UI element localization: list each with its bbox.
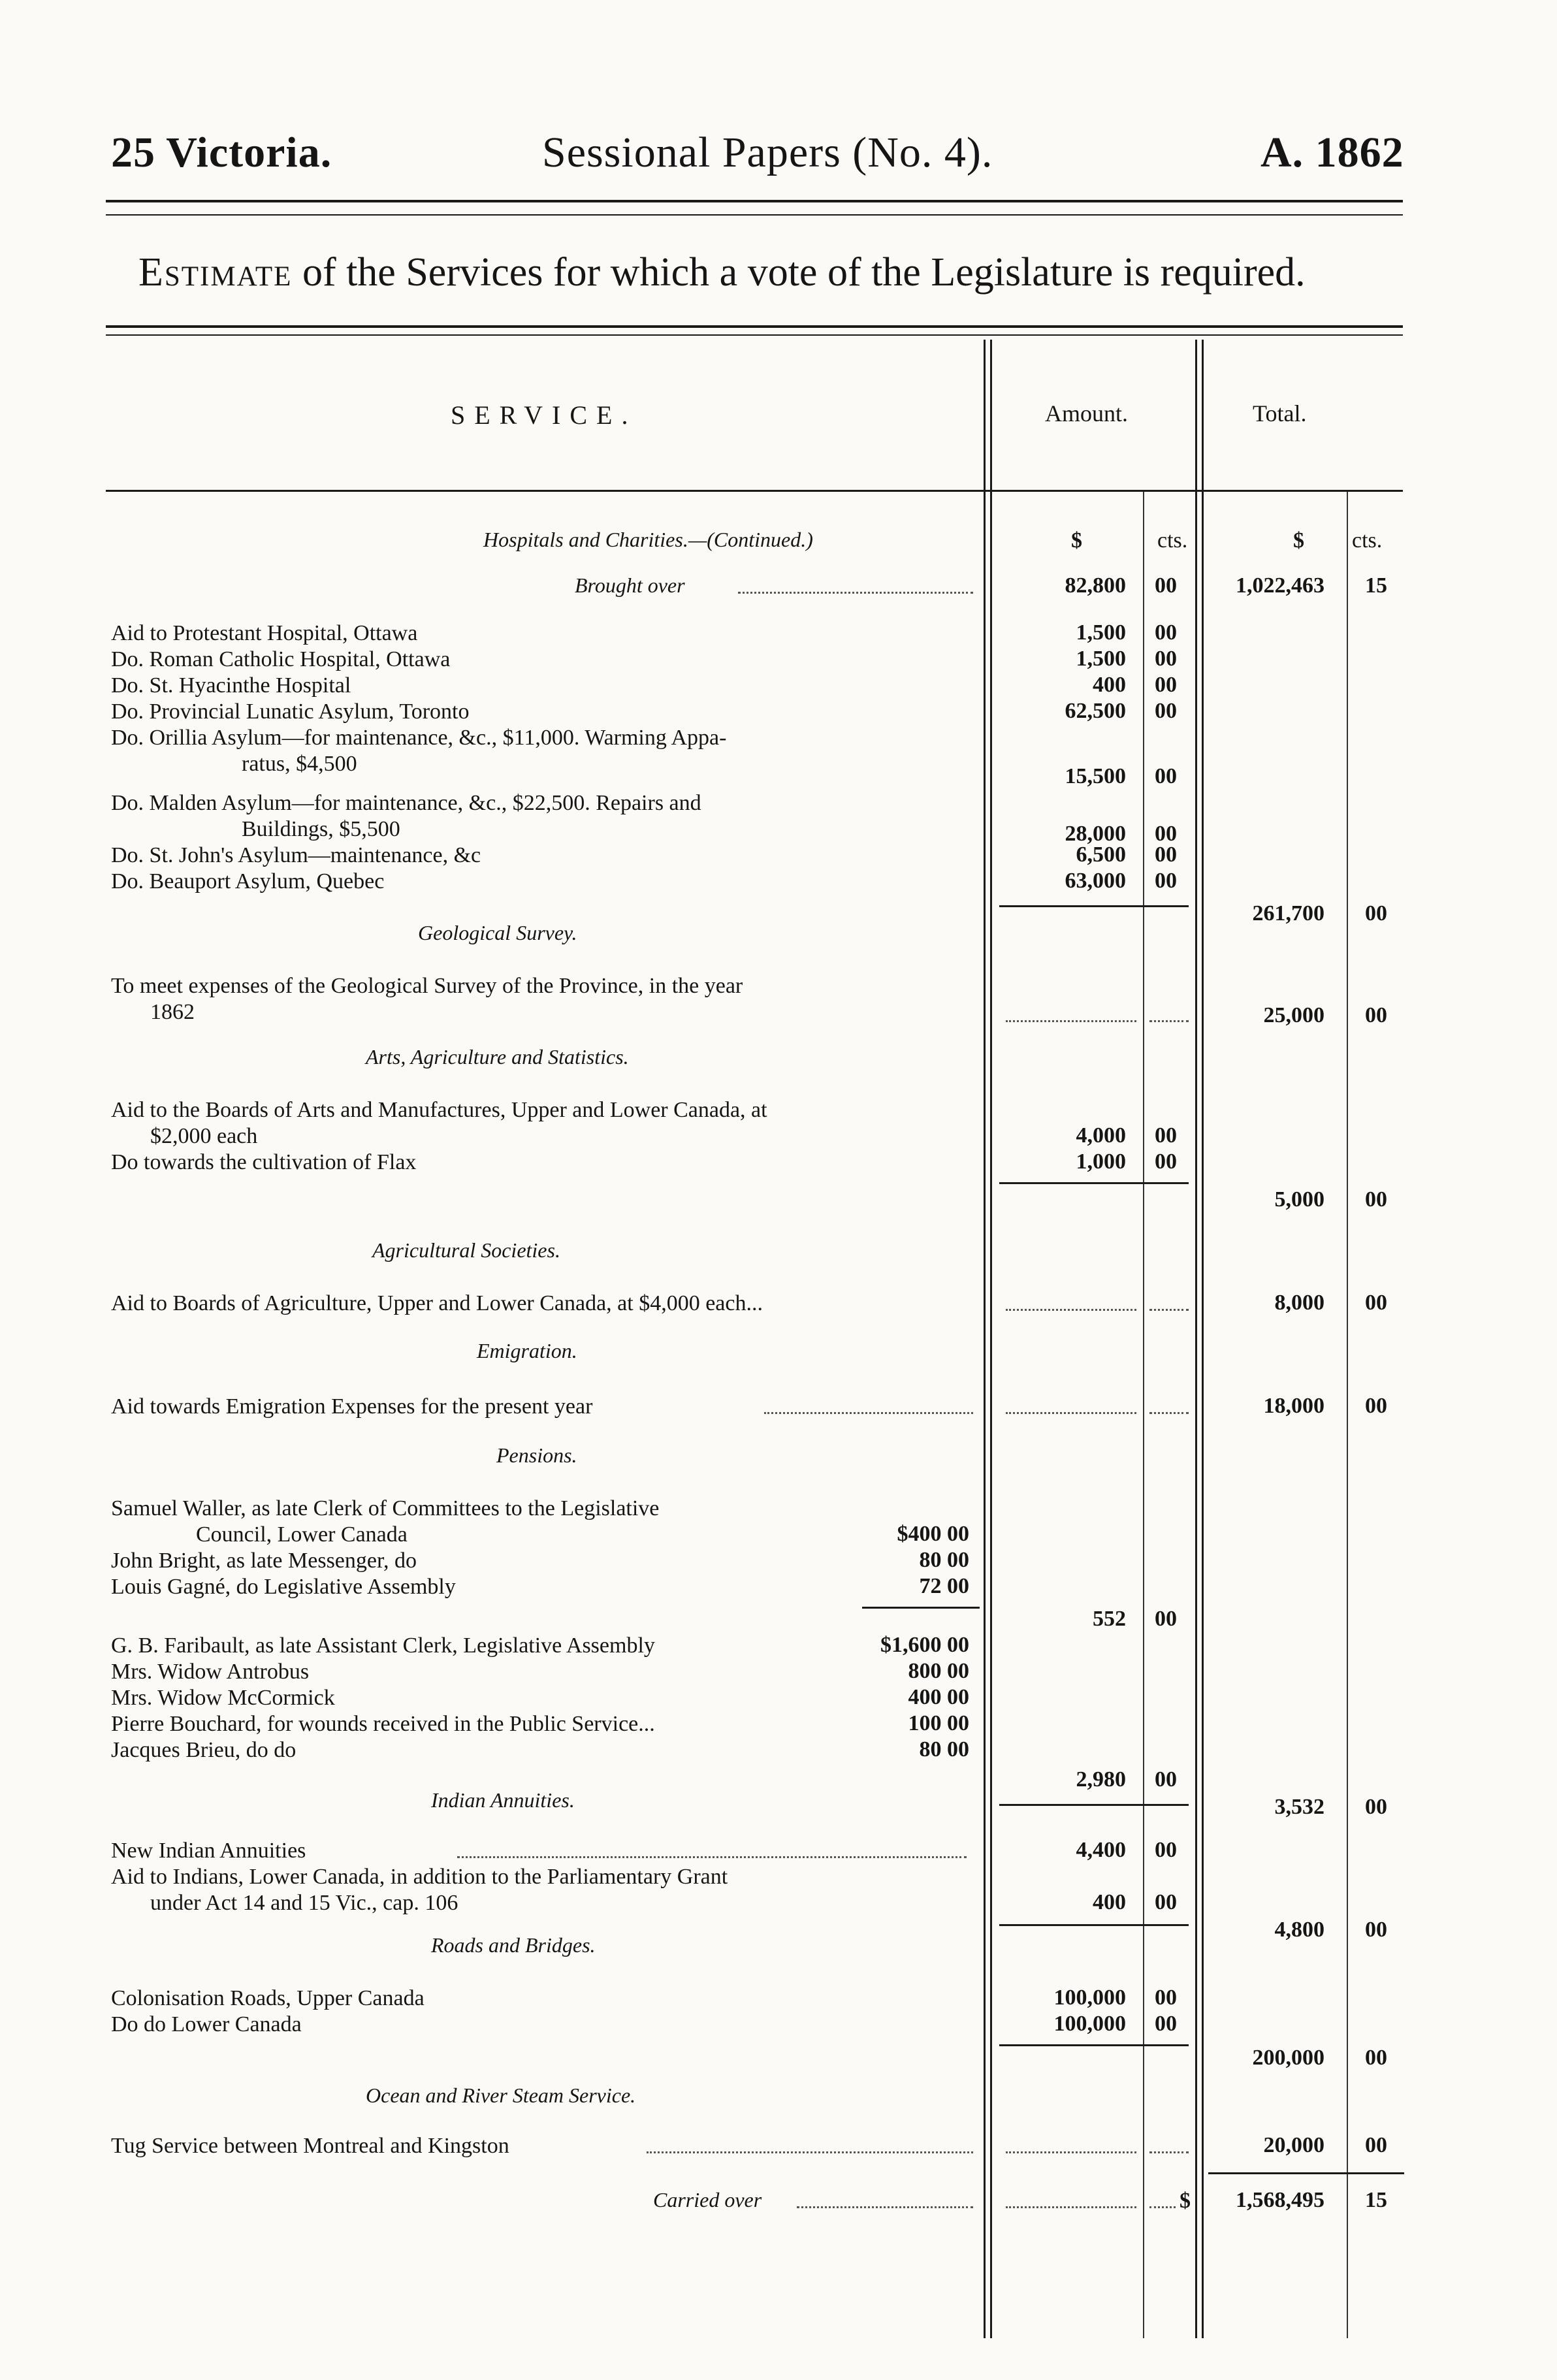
brought-over-amount-cts: 00 xyxy=(1155,573,1177,598)
caption-rest: of the Services for which a vote of the Legislature is required. xyxy=(302,250,1306,295)
column-header-service: SERVICE. xyxy=(451,400,637,430)
geological-total-cts: 00 xyxy=(1365,1003,1387,1027)
hospital-row-cts: 00 xyxy=(1155,647,1177,671)
indian-row-label-continued: under Act 14 and 15 Vic., cap. 106 xyxy=(150,1891,458,1915)
section-title-steam: Ocean and River Steam Service. xyxy=(366,2083,636,2107)
hospital-row-label: Aid to Protestant Hospital, Ottawa xyxy=(111,621,418,645)
hospital-row-cts: 00 xyxy=(1155,822,1177,846)
steam-total-cts: 00 xyxy=(1365,2133,1387,2157)
pension-label-continued: Council, Lower Canada xyxy=(196,1522,408,1547)
roads-row-cts: 00 xyxy=(1155,1986,1177,2010)
emigration-total: 18,000 xyxy=(1263,1394,1324,1418)
hospital-row-amount: 1,500 xyxy=(1076,647,1126,671)
pensions-total: 3,532 xyxy=(1274,1795,1324,1819)
carried-over-total: 1,568,495 xyxy=(1236,2188,1324,2212)
pension-label: G. B. Faribault, as late Assistant Clerk, Legislative Assembly xyxy=(111,1633,655,1658)
arts-row-label: Do towards the cultivation of Flax xyxy=(111,1150,417,1174)
column-divider-total-left-2 xyxy=(1202,340,1204,2338)
leader-dots xyxy=(1149,1309,1189,1311)
subtotal-rule xyxy=(999,2044,1189,2046)
caption-rule-top xyxy=(106,325,1403,328)
pension-value: 400 00 xyxy=(908,1685,969,1709)
roads-row-label: Do do Lower Canada xyxy=(111,2012,302,2036)
leader-dots xyxy=(457,1856,967,1858)
section-title-hospitals: Hospitals and Charities.—(Continued.) xyxy=(483,528,813,551)
hospital-row-amount: 1,500 xyxy=(1076,620,1126,645)
leader-dots xyxy=(1006,1020,1136,1022)
indian-row-amount: 400 xyxy=(1093,1890,1126,1914)
leader-dots xyxy=(1149,2151,1189,2153)
roads-row-cts: 00 xyxy=(1155,2012,1177,2036)
column-divider-total-left xyxy=(1195,340,1197,2338)
subtotal-rule xyxy=(862,1607,980,1609)
pension-value: 80 00 xyxy=(919,1737,969,1761)
hospital-row-amount: 6,500 xyxy=(1076,843,1126,867)
section-title-pensions: Pensions. xyxy=(496,1443,577,1467)
total-dollar-sign: $ xyxy=(1293,528,1304,553)
pension-label: Pierre Bouchard, for wounds received in the Public Service... xyxy=(111,1712,655,1736)
leader-dots xyxy=(1149,2206,1176,2208)
geological-total: 25,000 xyxy=(1263,1003,1324,1027)
pension-label: Louis Gagné, do Legislative Assembly xyxy=(111,1575,456,1599)
hospital-row-label-continued: ratus, $4,500 xyxy=(242,752,357,776)
brought-over-total-cts: 15 xyxy=(1365,573,1387,598)
column-header-total: Total. xyxy=(1253,400,1307,426)
leader-dots xyxy=(1006,2151,1136,2153)
roads-row-amount: 100,000 xyxy=(1053,2012,1126,2036)
geological-label: To meet expenses of the Geological Survey of the Province, in the year xyxy=(111,974,743,998)
hospital-row-cts: 00 xyxy=(1155,843,1177,867)
pension-value: 80 00 xyxy=(919,1548,969,1572)
emigration-label: Aid towards Emigration Expenses for the present year xyxy=(111,1394,593,1419)
amount-dollar-sign: $ xyxy=(1071,528,1082,553)
emigration-total-cts: 00 xyxy=(1365,1394,1387,1418)
roads-total-cts: 00 xyxy=(1365,2046,1387,2070)
table-caption xyxy=(138,249,1306,296)
leader-dots xyxy=(1006,2206,1136,2208)
hospitals-total: 261,700 xyxy=(1252,901,1324,925)
pensions-group1-cts: 00 xyxy=(1155,1607,1177,1631)
arts-row-label: Aid to the Boards of Arts and Manufactures, Upper and Lower Canada, at xyxy=(111,1098,767,1122)
agri-soc-label: Aid to Boards of Agriculture, Upper and Lower Canada, at $4,000 each... xyxy=(111,1291,763,1315)
pension-label: John Bright, as late Messenger, do xyxy=(111,1549,417,1573)
arts-row-amount: 4,000 xyxy=(1076,1123,1126,1148)
pensions-total-cts: 00 xyxy=(1365,1795,1387,1819)
hospital-row-cts: 00 xyxy=(1155,699,1177,723)
pension-label: Mrs. Widow McCormick xyxy=(111,1686,335,1710)
pension-value: $400 00 xyxy=(897,1522,969,1546)
indian-row-label: New Indian Annuities xyxy=(111,1839,306,1863)
carried-over-total-cts: 15 xyxy=(1365,2188,1387,2212)
pensions-group2-cts: 00 xyxy=(1155,1767,1177,1792)
indian-total: 4,800 xyxy=(1274,1918,1324,1942)
leader-dots xyxy=(1006,1309,1136,1311)
column-divider-total-cts xyxy=(1347,490,1348,2338)
hospital-row-cts: 00 xyxy=(1155,764,1177,788)
section-title-geological: Geological Survey. xyxy=(418,921,577,944)
agri-soc-total-cts: 00 xyxy=(1365,1291,1387,1315)
indian-row-cts: 00 xyxy=(1155,1890,1177,1914)
arts-row-cts: 00 xyxy=(1155,1123,1177,1148)
brought-over-label: Brought over xyxy=(575,573,685,597)
subtotal-rule xyxy=(999,1924,1189,1926)
section-title-arts: Arts, Agriculture and Statistics. xyxy=(366,1045,629,1069)
hospital-row-cts: 00 xyxy=(1155,620,1177,645)
hospitals-total-cts: 00 xyxy=(1365,901,1387,925)
arts-total-cts: 00 xyxy=(1365,1187,1387,1212)
leader-dots xyxy=(1149,1412,1189,1414)
pension-label: Mrs. Widow Antrobus xyxy=(111,1660,310,1684)
leader-dots xyxy=(738,592,973,594)
leader-dots xyxy=(647,2151,973,2153)
agri-soc-total: 8,000 xyxy=(1274,1291,1324,1315)
indian-row-amount: 4,400 xyxy=(1076,1838,1126,1862)
arts-row-label-continued: $2,000 each xyxy=(150,1124,258,1148)
column-header-amount: Amount. xyxy=(1045,400,1129,426)
leader-dots xyxy=(1149,1020,1189,1022)
roads-row-label: Colonisation Roads, Upper Canada xyxy=(111,1986,425,2010)
leader-dots xyxy=(1006,1412,1136,1414)
subtotal-rule xyxy=(999,1182,1189,1184)
arts-total: 5,000 xyxy=(1274,1187,1324,1212)
header-rule-top xyxy=(106,200,1403,202)
indian-total-cts: 00 xyxy=(1365,1918,1387,1942)
subtotal-rule xyxy=(999,905,1189,907)
roads-row-amount: 100,000 xyxy=(1053,1986,1126,2010)
pension-label: Jacques Brieu, do do xyxy=(111,1738,297,1762)
pension-value: $1,600 00 xyxy=(880,1633,969,1657)
column-header-rule xyxy=(106,490,1403,492)
pensions-group2-amount: 2,980 xyxy=(1076,1767,1126,1792)
hospital-row-label: Do. Beauport Asylum, Quebec xyxy=(111,869,385,893)
geological-label-continued: 1862 xyxy=(150,1000,195,1024)
section-title-emigration: Emigration. xyxy=(477,1339,577,1362)
subtotal-rule xyxy=(999,1804,1189,1806)
hospital-row-cts: 00 xyxy=(1155,673,1177,697)
total-cents-header: cts. xyxy=(1352,528,1383,553)
hospital-row-amount: 15,500 xyxy=(1065,764,1126,788)
pension-value: 800 00 xyxy=(908,1659,969,1683)
hospital-row-label: Do. Orillia Asylum—for maintenance, &c., $11,000. Warming Appa- xyxy=(111,726,727,750)
column-divider-amount-left xyxy=(984,340,986,2338)
hospital-row-amount: 63,000 xyxy=(1065,869,1126,893)
hospital-row-amount: 62,500 xyxy=(1065,699,1126,723)
caption-lead: Estimate xyxy=(138,250,293,295)
hospital-row-cts: 00 xyxy=(1155,869,1177,893)
section-title-agricultural-societies: Agricultural Societies. xyxy=(372,1238,560,1262)
header-rule-bottom xyxy=(106,214,1403,216)
carried-over-dollar: $ xyxy=(1180,2189,1191,2213)
hospital-row-amount: 400 xyxy=(1093,673,1126,697)
hospital-row-amount: 28,000 xyxy=(1065,822,1126,846)
pension-value: 72 00 xyxy=(919,1574,969,1598)
grand-total-rule xyxy=(1208,2172,1404,2174)
brought-over-amount: 82,800 xyxy=(1065,573,1126,598)
column-divider-amount-cts xyxy=(1143,490,1144,2338)
hospital-row-label: Do. Malden Asylum—for maintenance, &c., $22,500. Repairs and xyxy=(111,791,701,815)
section-title-indian-annuities: Indian Annuities. xyxy=(431,1788,575,1812)
page-header-volume: 25 Victoria. xyxy=(111,129,332,176)
steam-total: 20,000 xyxy=(1263,2133,1324,2157)
pension-label: Samuel Waller, as late Clerk of Committees to the Legislative xyxy=(111,1496,660,1520)
page-header-title: Sessional Papers (No. 4). xyxy=(542,129,993,176)
hospital-row-label: Do. St. Hyacinthe Hospital xyxy=(111,673,351,698)
amount-cents-header: cts. xyxy=(1157,528,1188,553)
hospital-row-label: Do. Roman Catholic Hospital, Ottawa xyxy=(111,647,451,671)
steam-label: Tug Service between Montreal and Kingston xyxy=(111,2134,509,2158)
hospital-row-label-continued: Buildings, $5,500 xyxy=(242,817,400,841)
indian-row-label: Aid to Indians, Lower Canada, in addition to the Parliamentary Grant xyxy=(111,1865,728,1889)
carried-over-label: Carried over xyxy=(653,2188,762,2211)
leader-dots xyxy=(764,1412,973,1414)
arts-row-amount: 1,000 xyxy=(1076,1150,1126,1174)
arts-row-cts: 00 xyxy=(1155,1150,1177,1174)
roads-total: 200,000 xyxy=(1252,2046,1324,2070)
pension-value: 100 00 xyxy=(908,1711,969,1735)
leader-dots xyxy=(797,2206,973,2208)
indian-row-cts: 00 xyxy=(1155,1838,1177,1862)
caption-rule-bottom xyxy=(106,334,1403,336)
section-title-roads: Roads and Bridges. xyxy=(431,1933,596,1957)
column-divider-amount-left-2 xyxy=(990,340,992,2338)
hospital-row-label: Do. St. John's Asylum—maintenance, &c xyxy=(111,843,481,867)
page-header-year: A. 1862 xyxy=(1260,129,1404,176)
brought-over-total: 1,022,463 xyxy=(1236,573,1324,598)
hospital-row-label: Do. Provincial Lunatic Asylum, Toronto xyxy=(111,700,470,724)
pensions-group1-amount: 552 xyxy=(1093,1607,1126,1631)
